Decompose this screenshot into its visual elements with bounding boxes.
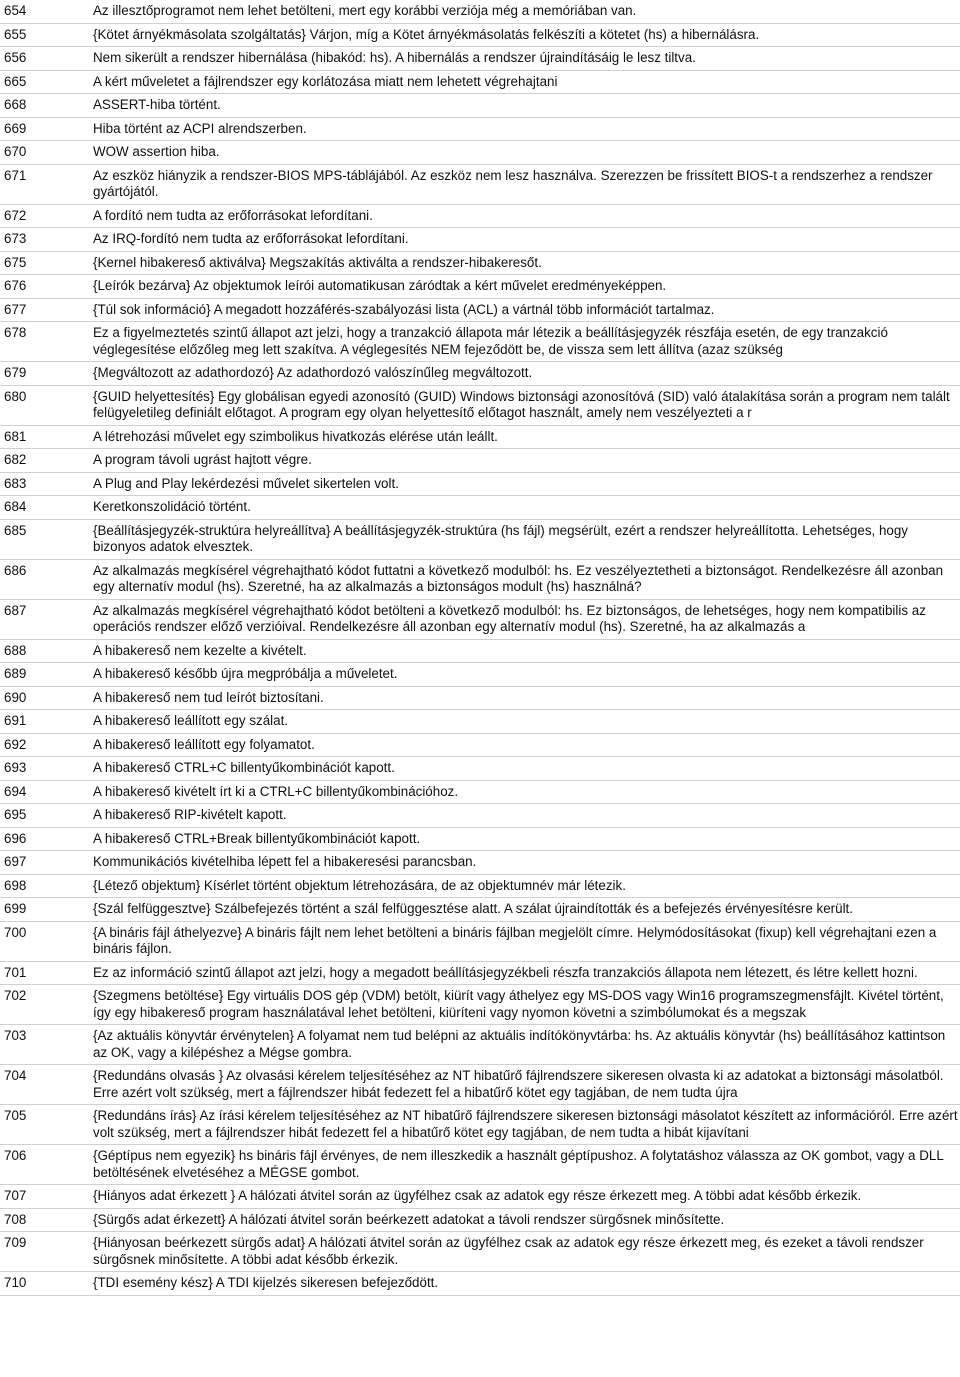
table-row <box>0 1208 960 1232</box>
table-row <box>0 1025 960 1065</box>
table-row <box>0 0 960 23</box>
table-row <box>0 874 960 898</box>
table-row <box>0 757 960 781</box>
error-code: 655 <box>0 23 87 47</box>
error-message: A hibakereső leállított egy folyamatot. <box>87 733 960 757</box>
error-message: {TDI esemény kész} A TDI kijelzés sikeresen befejeződött. <box>87 1272 960 1296</box>
error-code: 679 <box>0 362 87 386</box>
table-row <box>0 275 960 299</box>
error-code: 676 <box>0 275 87 299</box>
error-code: 685 <box>0 519 87 559</box>
error-code: 701 <box>0 961 87 985</box>
table-row <box>0 559 960 599</box>
error-message: {GUID helyettesítés} Egy globálisan egyedi azonosító (GUID) Windows biztonsági azonosítóvá (SID) való átalakítása során a program nem talált felügyeletileg definiált előtagot. A program egy olyan helyettesítő előtagot használt, amely nem veszélyezteti a r <box>87 385 960 425</box>
error-code: 700 <box>0 921 87 961</box>
table-row <box>0 663 960 687</box>
table-row <box>0 496 960 520</box>
table-row <box>0 449 960 473</box>
error-message: {Kernel hibakereső aktiválva} Megszakítás aktiválta a rendszer-hibakeresőt. <box>87 251 960 275</box>
error-message: Az alkalmazás megkísérel végrehajtható kódot betölteni a következő modulból: hs. Ez biztonságos, de lehetséges, hogy nem kompatibilis az operációs rendszer előző verzióival. Rendelkezésre áll azonban egy alternatív modul (hs). Szeretné, ha az alkalmazás a <box>87 599 960 639</box>
error-message: {Szegmens betöltése} Egy virtuális DOS gép (VDM) betölt, kiürít vagy áthelyez egy MS-DOS vagy Win16 programszegmensfájlt. Kivétel történt, így egy hibakereső program használatával lehet betölteni, kiüríteni vagy nyomon követni a szimbólumokat és a megszak <box>87 985 960 1025</box>
table-row <box>0 1185 960 1209</box>
error-code: 675 <box>0 251 87 275</box>
table-row <box>0 780 960 804</box>
table-row <box>0 385 960 425</box>
table-row <box>0 47 960 71</box>
error-code: 683 <box>0 472 87 496</box>
error-code: 705 <box>0 1105 87 1145</box>
table-row <box>0 1145 960 1185</box>
error-message: A hibakereső leállított egy szálat. <box>87 710 960 734</box>
error-message: A kért műveletet a fájlrendszer egy korlátozása miatt nem lehetett végrehajtani <box>87 70 960 94</box>
error-message: {A bináris fájl áthelyezve} A bináris fájlt nem lehet betölteni a bináris fájlban megjelölt címre. Helymódosításokat (fixup) kell végrehajtani ezen a bináris fájlon. <box>87 921 960 961</box>
table-row <box>0 599 960 639</box>
table-row <box>0 1105 960 1145</box>
error-code: 654 <box>0 0 87 23</box>
error-code: 709 <box>0 1232 87 1272</box>
table-row <box>0 827 960 851</box>
error-code: 695 <box>0 804 87 828</box>
error-code: 694 <box>0 780 87 804</box>
table-row <box>0 1272 960 1296</box>
error-message: Az IRQ-fordító nem tudta az erőforrásokat lefordítani. <box>87 228 960 252</box>
error-code: 692 <box>0 733 87 757</box>
table-row <box>0 639 960 663</box>
error-message: {Hiányos adat érkezett } A hálózati átvitel során az ügyfélhez csak az adatok egy része érkezett meg. A többi adat később érkezik. <box>87 1185 960 1209</box>
table-row <box>0 961 960 985</box>
error-code: 702 <box>0 985 87 1025</box>
error-message: {Hiányosan beérkezett sürgős adat} A hálózati átvitel során az ügyfélhez csak az adatok egy része érkezett meg, és ezeket a távoli rendszer sürgősnek minősítette. A többi adat később érkezik. <box>87 1232 960 1272</box>
table-row <box>0 164 960 204</box>
table-row <box>0 228 960 252</box>
error-message: Nem sikerült a rendszer hibernálása (hibakód: hs). A hibernálás a rendszer újraindításáig le lesz tiltva. <box>87 47 960 71</box>
error-message: {Túl sok információ} A megadott hozzáférés-szabályozási lista (ACL) a vártnál több információt tartalmaz. <box>87 298 960 322</box>
error-message: {Redundáns írás} Az írási kérelem teljesítéséhez az NT hibatűrő fájlrendszere sikeresen biztonsági másolatot készített az információról. Erre azért volt szükség, mert a fájlrendszer hibát fedezett fel a hibatűrő kötet egy tagjában, de nem tudta a hibát kijavítani <box>87 1105 960 1145</box>
error-message: {Szál felfüggesztve} Szálbefejezés történt a szál felfüggesztése alatt. A szálat újraindították és a befejezés érvényesítésre került. <box>87 898 960 922</box>
error-message: ASSERT-hiba történt. <box>87 94 960 118</box>
error-code: 678 <box>0 322 87 362</box>
error-message: {Az aktuális könyvtár érvénytelen} A folyamat nem tud belépni az aktuális indítókönyvtárba: hs. Az aktuális könyvtár (hs) beállításához kattintson az OK, vagy a kilépéshez a Mégse gombra. <box>87 1025 960 1065</box>
table-row <box>0 1232 960 1272</box>
error-code: 698 <box>0 874 87 898</box>
error-code: 671 <box>0 164 87 204</box>
error-message: A hibakereső később újra megpróbálja a műveletet. <box>87 663 960 687</box>
table-row <box>0 472 960 496</box>
table-row <box>0 519 960 559</box>
error-code: 710 <box>0 1272 87 1296</box>
error-message: Kommunikációs kivételhiba lépett fel a hibakeresési parancsban. <box>87 851 960 875</box>
error-code: 682 <box>0 449 87 473</box>
error-code: 697 <box>0 851 87 875</box>
error-code: 688 <box>0 639 87 663</box>
error-message: A létrehozási művelet egy szimbolikus hivatkozás elérése után leállt. <box>87 425 960 449</box>
error-code: 699 <box>0 898 87 922</box>
error-code: 673 <box>0 228 87 252</box>
table-row <box>0 985 960 1025</box>
error-code: 690 <box>0 686 87 710</box>
error-message: {Megváltozott az adathordozó} Az adathordozó valószínűleg megváltozott. <box>87 362 960 386</box>
error-code: 708 <box>0 1208 87 1232</box>
error-code: 693 <box>0 757 87 781</box>
error-message: A hibakereső CTRL+C billentyűkombinációt kapott. <box>87 757 960 781</box>
error-message: {Sürgős adat érkezett} A hálózati átvitel során beérkezett adatokat a távoli rendszer sürgősnek minősítette. <box>87 1208 960 1232</box>
error-message: Ez az információ szintű állapot azt jelzi, hogy a megadott beállításjegyzékbeli részfa tranzakciós állapota nem létezett, és létre kellett hozni. <box>87 961 960 985</box>
error-message: A hibakereső RIP-kivételt kapott. <box>87 804 960 828</box>
error-code: 672 <box>0 204 87 228</box>
error-message: {Leírók bezárva} Az objektumok leírói automatikusan záródtak a kért művelet eredményeképpen. <box>87 275 960 299</box>
error-message: Ez a figyelmeztetés szintű állapot azt jelzi, hogy a tranzakció állapota már létezik a beállításjegyzék részfája esetén, de egy tranzakció véglegesítése előzőleg meg lett szakítva. A véglegesítés NEM fejeződött be, de vissza sem lett állítva (azaz szükség <box>87 322 960 362</box>
error-message: A hibakereső kivételt írt ki a CTRL+C billentyűkombinációhoz. <box>87 780 960 804</box>
error-message: {Kötet árnyékmásolata szolgáltatás} Várjon, míg a Kötet árnyékmásolatás felkészíti a kötetet (hs) a hibernálásra. <box>87 23 960 47</box>
error-message: Az eszköz hiányzik a rendszer-BIOS MPS-táblájából. Az eszköz nem lesz használva. Szerezzen be frissített BIOS-t a rendszerhez a rendszer gyártójától. <box>87 164 960 204</box>
error-message: {Redundáns olvasás } Az olvasási kérelem teljesítéséhez az NT hibatűrő fájlrendszere sikeresen olvasta ki az adatokat a biztonsági másolatból. Erre azért volt szükség, mert a fájlrendszer hibát fedezett fel a hibatűrő kötet egy tagjában, de nem tudta újra <box>87 1065 960 1105</box>
error-code: 669 <box>0 117 87 141</box>
error-code: 656 <box>0 47 87 71</box>
error-message: A hibakereső nem kezelte a kivételt. <box>87 639 960 663</box>
table-row <box>0 921 960 961</box>
error-message: A hibakereső nem tud leírót biztosítani. <box>87 686 960 710</box>
error-code: 696 <box>0 827 87 851</box>
table-row <box>0 141 960 165</box>
error-code: 677 <box>0 298 87 322</box>
error-message: A hibakereső CTRL+Break billentyűkombinációt kapott. <box>87 827 960 851</box>
error-code: 689 <box>0 663 87 687</box>
error-code: 687 <box>0 599 87 639</box>
error-message: {Beállításjegyzék-struktúra helyreállítva} A beállításjegyzék-struktúra (hs fájl) megsérült, ezért a rendszer helyreállította. Lehetséges, hogy bizonyos adatok elvesztek. <box>87 519 960 559</box>
error-code: 668 <box>0 94 87 118</box>
error-code: 670 <box>0 141 87 165</box>
error-code: 684 <box>0 496 87 520</box>
table-row <box>0 298 960 322</box>
table-row <box>0 804 960 828</box>
table-row <box>0 204 960 228</box>
error-message: Az illesztőprogramot nem lehet betölteni, mert egy korábbi verziója még a memóriában van. <box>87 0 960 23</box>
error-message: A Plug and Play lekérdezési művelet sikertelen volt. <box>87 472 960 496</box>
error-message: {Géptípus nem egyezik} hs bináris fájl érvényes, de nem illeszkedik a használt géptípushoz. A folytatáshoz válassza az OK gombot, vagy a DLL betöltésének elvetéséhez a MÉGSE gombot. <box>87 1145 960 1185</box>
table-row <box>0 362 960 386</box>
error-code: 691 <box>0 710 87 734</box>
table-row <box>0 94 960 118</box>
error-message: Hiba történt az ACPI alrendszerben. <box>87 117 960 141</box>
table-row <box>0 1065 960 1105</box>
error-message: WOW assertion hiba. <box>87 141 960 165</box>
error-message: A fordító nem tudta az erőforrásokat lefordítani. <box>87 204 960 228</box>
error-message: {Létező objektum} Kísérlet történt objektum létrehozására, de az objektumnév már létezik. <box>87 874 960 898</box>
error-code: 704 <box>0 1065 87 1105</box>
table-row <box>0 117 960 141</box>
error-code: 681 <box>0 425 87 449</box>
error-code: 680 <box>0 385 87 425</box>
table-row <box>0 251 960 275</box>
error-message: Az alkalmazás megkísérel végrehajtható kódot futtatni a következő modulból: hs. Ez veszélyeztetheti a biztonságot. Rendelkezésre áll azonban egy alternatív modul (hs). Szeretné, ha az alkalmazás a biztonságos modult (hs) használná? <box>87 559 960 599</box>
error-code: 707 <box>0 1185 87 1209</box>
error-code: 703 <box>0 1025 87 1065</box>
table-row <box>0 686 960 710</box>
table-row <box>0 425 960 449</box>
table-row <box>0 710 960 734</box>
error-code: 665 <box>0 70 87 94</box>
table-row <box>0 23 960 47</box>
error-code: 686 <box>0 559 87 599</box>
error-code: 706 <box>0 1145 87 1185</box>
table-row <box>0 322 960 362</box>
table-row <box>0 851 960 875</box>
table-row <box>0 898 960 922</box>
error-message: Keretkonszolidáció történt. <box>87 496 960 520</box>
table-row <box>0 733 960 757</box>
error-message: A program távoli ugrást hajtott végre. <box>87 449 960 473</box>
table-row <box>0 70 960 94</box>
